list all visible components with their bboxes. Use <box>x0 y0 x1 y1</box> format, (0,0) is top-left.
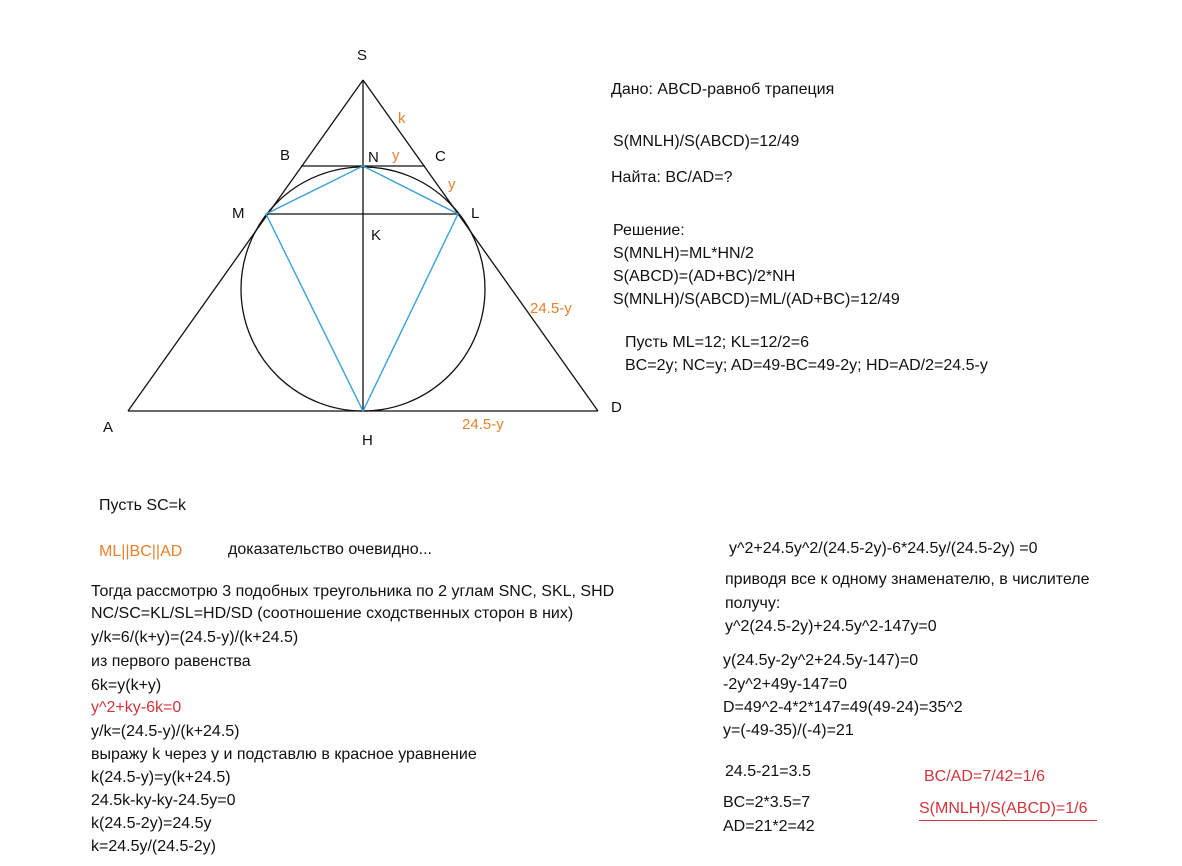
right-discriminant: D=49^2-4*2*147=49(49-24)=35^2 <box>723 699 963 716</box>
label-segment-hd: 24.5-y <box>462 416 504 433</box>
left-let-sc: Пусть SC=k <box>99 497 186 514</box>
right-root: y=(-49-35)/(-4)=21 <box>723 722 854 739</box>
left-eq-3: y/k=(24.5-y)/(k+24.5) <box>91 723 240 740</box>
left-from-first: из первого равенства <box>91 653 251 670</box>
label-k: K <box>371 227 382 244</box>
left-express-k: выражу k через y и подставлю в красное уравнение <box>91 746 477 763</box>
left-eq-2: 6k=y(k+y) <box>91 677 162 694</box>
left-proof-note: доказательство очевидно... <box>228 541 432 558</box>
left-eq-1: y/k=6/(k+y)=(24.5-y)/(k+24.5) <box>91 629 299 646</box>
right-ad-value: AD=21*2=42 <box>723 818 815 835</box>
left-eq-5: 24.5k-ky-ky-24.5y=0 <box>91 792 236 809</box>
right-hd-value: 24.5-21=3.5 <box>725 763 811 780</box>
solution-line-area-mnlh: S(MNLH)=ML*HN/2 <box>613 245 754 262</box>
left-eq-6: k(24.5-2y)=24.5y <box>91 815 212 832</box>
solution-line-ratio: S(MNLH)/S(ABCD)=ML/(AD+BC)=12/49 <box>613 291 900 308</box>
left-ratio-sides: NC/SC=KL/SL=HD/SD (соотношение сходственных сторон в них) <box>91 605 574 622</box>
label-n: N <box>368 149 379 166</box>
right-bc-value: BC=2*3.5=7 <box>723 794 811 811</box>
solution-heading: Решение: <box>613 222 685 239</box>
label-h: H <box>362 432 373 449</box>
label-b: B <box>280 147 291 164</box>
solution-line-bc: BC=2y; NC=y; AD=49-BC=49-2y; HD=AD/2=24.5-y <box>625 357 988 374</box>
side-sd <box>363 80 598 411</box>
label-c: C <box>435 148 446 165</box>
label-segment-nc: y <box>392 147 400 164</box>
right-eq-2: y(24.5y-2y^2+24.5y-147)=0 <box>723 652 919 669</box>
left-eq-4: k(24.5-y)=y(k+24.5) <box>91 769 231 786</box>
answer-ratio: BC/AD=7/42=1/6 <box>924 768 1045 785</box>
right-get: получу: <box>725 595 781 612</box>
right-eq-1: y^2(24.5-2y)+24.5y^2-147y=0 <box>725 618 937 635</box>
answer-area-ratio: S(MNLH)/S(ABCD)=1/6 <box>919 799 1097 821</box>
label-l: L <box>471 205 480 222</box>
label-s: S <box>357 47 368 64</box>
left-similar-triangles: Тогда рассмотрю 3 подобных треугольника по 2 углам SNC, SKL, SHD <box>91 583 615 600</box>
find-ratio: Найта: BC/AD=? <box>611 169 733 186</box>
left-eq-7: k=24.5y/(24.5-2y) <box>91 838 216 855</box>
label-segment-k: k <box>398 110 406 127</box>
label-d: D <box>611 399 622 416</box>
given-trapezoid: Дано: ABCD-равноб трапеция <box>611 81 835 98</box>
given-area-ratio: S(MNLH)/S(ABCD)=12/49 <box>613 133 800 150</box>
solution-line-area-abcd: S(ABCD)=(AD+BC)/2*NH <box>613 268 796 285</box>
quadrilateral-mnlh <box>266 166 458 411</box>
label-a: A <box>103 419 114 436</box>
label-segment-ld: 24.5-y <box>530 300 572 317</box>
right-eq-3: -2y^2+49y-147=0 <box>723 676 848 693</box>
label-m: M <box>232 205 245 222</box>
left-red-equation: y^2+ky-6k=0 <box>91 699 182 716</box>
left-parallel-note: ML||BC||AD <box>99 543 183 560</box>
right-substitution: y^2+24.5y^2/(24.5-2y)-6*24.5y/(24.5-2y) =0 <box>729 540 1038 557</box>
right-common-denominator: приводя все к одному знаменателю, в числителе <box>725 571 1090 588</box>
solution-line-let-ml: Пусть ML=12; KL=12/2=6 <box>625 334 809 351</box>
side-sa <box>128 80 363 411</box>
label-segment-cl: y <box>448 176 456 193</box>
